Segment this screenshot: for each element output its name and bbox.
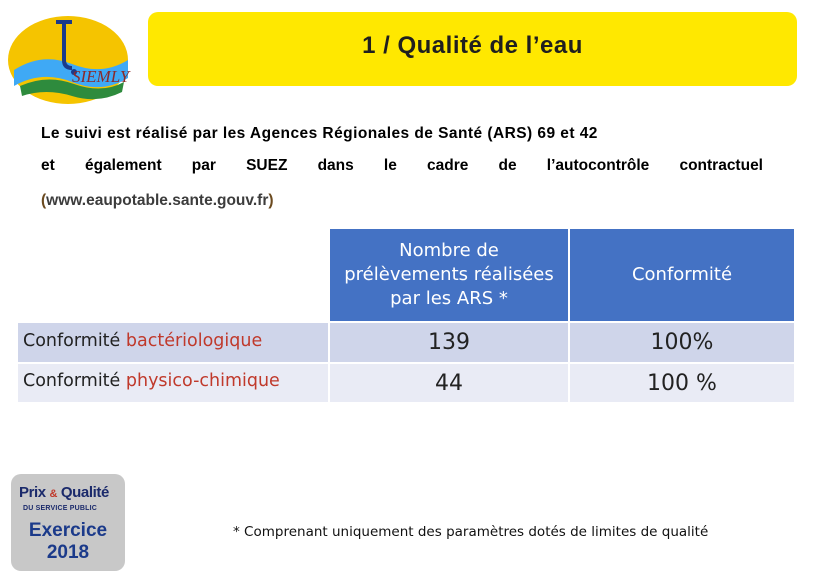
badge-label: [11, 520, 125, 564]
intro-paren-open: (: [41, 192, 47, 209]
badge-brand-amp: &: [49, 488, 58, 500]
badge-label-line-2: 2018: [46, 542, 90, 563]
intro-line-1: Le suivi est réalisé par les Agences Régionales de Santé (ARS) 69 et 42: [41, 125, 598, 142]
siemly-logo: [2, 8, 138, 110]
row-label-bacterio: [23, 331, 262, 351]
header-conformity: Conformité: [570, 229, 794, 321]
intro-paren-close: ): [268, 192, 274, 209]
header-sample-count-line-1: Nombre de: [399, 240, 499, 261]
cell-count-physico: 44: [330, 364, 568, 402]
page-title: 1 / Qualité de l’eau: [362, 32, 583, 59]
source-url[interactable]: www.eaupotable.sante.gouv.fr: [46, 192, 269, 209]
footnote: * Comprenant uniquement des paramètres dotés de limites de qualité: [233, 524, 709, 540]
row-label-physico-accent: physico-chimique: [125, 371, 280, 391]
cell-count-bacterio: 139: [330, 323, 568, 362]
badge-brand-right: Qualité: [60, 484, 109, 501]
intro-line-2: et également par SUEZ dans le cadre de l’autocontrôle contractuel: [41, 157, 763, 174]
header-sample-count-line-3: par les ARS *: [390, 288, 508, 309]
badge-brand: [19, 484, 109, 501]
badge-brand-left: Prix: [19, 484, 46, 501]
badge-subtitle: DU SERVICE PUBLIC: [23, 505, 98, 512]
row-label-bacterio-prefix: Conformité: [23, 331, 126, 351]
row-label-physico: [23, 371, 280, 391]
prix-qualite-badge: [11, 474, 125, 571]
cell-conformity-bacterio: 100%: [570, 323, 794, 362]
header-sample-count-line-2: prélèvements réalisées: [344, 264, 554, 285]
logo-text: SIEMLY: [72, 67, 130, 86]
header-sample-count: [330, 229, 568, 321]
badge-label-line-1: Exercice: [28, 520, 108, 541]
row-label-bacterio-accent: bactériologique: [125, 331, 263, 351]
title-banner: [148, 12, 797, 86]
intro-line-3: [41, 192, 274, 210]
row-label-physico-prefix: Conformité: [23, 371, 126, 391]
cell-conformity-physico: 100 %: [570, 364, 794, 402]
